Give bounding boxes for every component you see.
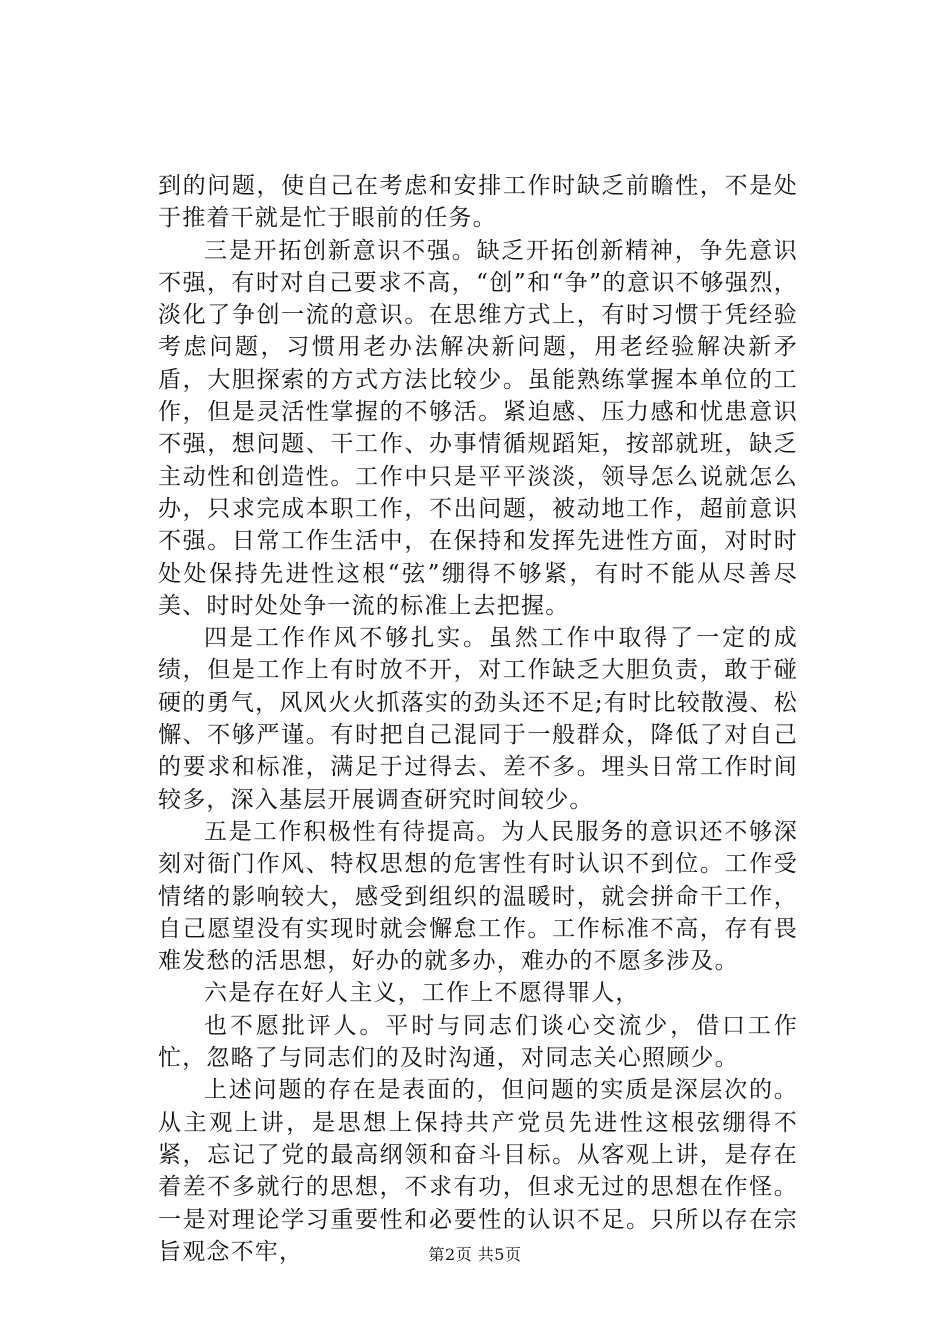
paragraph-analysis: 上述问题的存在是表面的，但问题的实质是深层次的。从主观上讲，是思想上保持共产党员先进性这根弦绷得不紧，忘记了党的最高纲领和奋斗目标。从客观上讲，是存在着差不多就行的思想，不求有功，但求无过的思想在作怪。一是对理论学习重要性和必要性的认识不足。只所以存在宗旨观念不牢， [158,1077,798,1265]
paragraph-innovation: 三是开拓创新意识不强。缺乏开拓创新精神，争先意识不强，有时对自己要求不高，“创”和“争”的意识不够强烈，淡化了争创一流的意识。在思维方式上，有时习惯于凭经验考虑问题，习惯用老办法解决新问题，用老经验解决新矛盾，大胆探索的方式方法比较少。虽能熟练掌握本单位的工作，但是灵活性掌握的不够活。紧迫感、压力感和忧患意识不强，想问题、干工作、办事情循规蹈矩，按部就班，缺乏主动性和创造性。工作中只是平平淡淡，领导怎么说就怎么办，只求完成本职工作，不出问题，被动地工作，超前意识不强。日常工作生活中，在保持和发挥先进性方面，对时时处处保持先进性这根“弦”绷得不够紧，有时不能从尽善尽美、时时处处争一流的标准上去把握。 [158,237,798,619]
paragraph-good-person: 六是存在好人主义，工作上不愿得罪人， [204,980,640,1007]
paragraph-work-style: 四是工作作风不够扎实。虽然工作中取得了一定的成绩，但是工作上有时放不开，对工作缺乏大胆负责，敢于碰硬的勇气，风风火火抓落实的劲头还不足;有时比较散漫、松懈、不够严谨。有时把自己混同于一般群众，降低了对自己的要求和标准，满足于过得去、差不多。埋头日常工作时间较多，深入基层开展调查研究时间较少。 [158,625,798,813]
document-body [158,170,798,1268]
page-number-footer: 第2页 共5页 [428,1245,522,1264]
paragraph-continuation: 到的问题，使自己在考虑和安排工作时缺乏前瞻性，不是处于推着干就是忙于眼前的任务。 [158,173,798,232]
paragraph-criticism: 也不愿批评人。平时与同志们谈心交流少，借口工作忙，忽略了与同志们的及时沟通，对同志关心照顾少。 [158,1012,798,1072]
paragraph-enthusiasm: 五是工作积极性有待提高。为人民服务的意识还不够深刻对衙门作风、特权思想的危害性有时认识不到位。工作受情绪的影响较大，感受到组织的温暖时，就会拼命干工作，自己愿望没有实现时就会懈怠工作。工作标准不高，存有畏难发愁的活思想，好办的就多办，难办的不愿多涉及。 [158,818,798,975]
